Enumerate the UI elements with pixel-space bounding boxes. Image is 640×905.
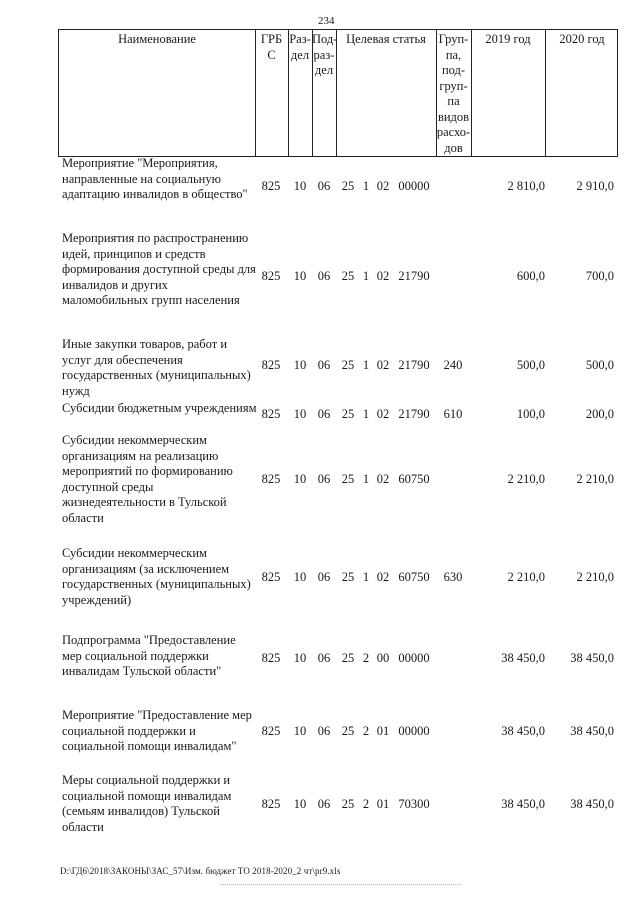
row-target-part4: 00000 <box>398 651 430 665</box>
row-name: Мероприятия по распространению идей, принципов и средств формирования доступной среды для инвалидов и других маломобильных групп населения <box>62 231 256 307</box>
row-target-part3: 00 <box>376 651 390 665</box>
row-2020: 2 210,0 <box>576 472 614 486</box>
row-2020: 38 450,0 <box>570 797 614 811</box>
row-expense-group: 630 <box>443 570 463 584</box>
row-target-part3: 02 <box>376 472 390 486</box>
row-target-part2: 1 <box>362 269 370 283</box>
row-2020: 2 910,0 <box>576 179 614 193</box>
row-name: Субсидии некоммерческим организациям на реализацию мероприятий по формированию доступной среды жизнедеятельности в Тульской области <box>62 433 233 525</box>
row-podrazdel: 06 <box>317 179 331 193</box>
row-razdel: 10 <box>293 724 307 738</box>
row-razdel: 10 <box>293 651 307 665</box>
row-grbs: 825 <box>261 358 281 372</box>
row-2020: 38 450,0 <box>570 651 614 665</box>
row-2019: 100,0 <box>516 407 545 421</box>
table-header <box>58 29 618 157</box>
row-razdel: 10 <box>293 472 307 486</box>
row-expense-group: 240 <box>443 358 463 372</box>
row-target-part1: 25 <box>341 358 355 372</box>
column-divider <box>545 30 546 156</box>
row-target-part1: 25 <box>341 407 355 421</box>
row-target-part4: 21790 <box>398 269 430 283</box>
row-podrazdel: 06 <box>317 797 331 811</box>
row-razdel: 10 <box>293 407 307 421</box>
row-2020: 700,0 <box>585 269 614 283</box>
row-target-part4: 70300 <box>398 797 430 811</box>
row-target-part1: 25 <box>341 472 355 486</box>
row-expense-group: 610 <box>443 407 463 421</box>
header-target-article: Целевая статья <box>346 32 426 46</box>
header-razdel: Раз- дел <box>289 32 311 62</box>
header-2019: 2019 год <box>485 32 531 46</box>
row-2019: 38 450,0 <box>501 651 545 665</box>
row-grbs: 825 <box>261 179 281 193</box>
row-podrazdel: 06 <box>317 407 331 421</box>
row-target-part4: 21790 <box>398 358 430 372</box>
row-podrazdel: 06 <box>317 269 331 283</box>
row-podrazdel: 06 <box>317 570 331 584</box>
row-target-part2: 2 <box>362 724 370 738</box>
row-grbs: 825 <box>261 651 281 665</box>
row-2019: 500,0 <box>516 358 545 372</box>
row-name: Мероприятие "Предоставление мер социальной поддержки и социальной помощи инвалидам" <box>62 708 252 753</box>
row-razdel: 10 <box>293 269 307 283</box>
row-name: Подпрограмма "Предоставление мер социальной поддержки инвалидам Тульской области" <box>62 633 236 678</box>
row-2019: 2 210,0 <box>507 472 545 486</box>
row-target-part2: 1 <box>362 472 370 486</box>
row-target-part2: 2 <box>362 797 370 811</box>
row-target-part4: 00000 <box>398 179 430 193</box>
column-divider <box>336 30 337 156</box>
row-target-part4: 60750 <box>398 570 430 584</box>
row-target-part1: 25 <box>341 570 355 584</box>
row-target-part4: 60750 <box>398 472 430 486</box>
row-target-part3: 02 <box>376 358 390 372</box>
page-number: 234 <box>318 15 335 27</box>
row-podrazdel: 06 <box>317 358 331 372</box>
header-grbs: ГРБ С <box>260 32 283 62</box>
row-2019: 600,0 <box>516 269 545 283</box>
row-2020: 2 210,0 <box>576 570 614 584</box>
row-name: Субсидии бюджетным учреждениям <box>62 401 257 415</box>
row-grbs: 825 <box>261 407 281 421</box>
row-podrazdel: 06 <box>317 651 331 665</box>
row-grbs: 825 <box>261 724 281 738</box>
row-2019: 2 210,0 <box>507 570 545 584</box>
file-path-footer: D:\ГД6\2018\ЗАКОНЫ\ЗАС_57\Изм. бюджет ТО 2018-2020_2 чт\pr9.xls <box>60 866 341 876</box>
header-expense-group: Груп- па, под- груп- па видов расхо- дов <box>436 32 471 155</box>
row-name: Иные закупки товаров, работ и услуг для обеспечения государственных (муниципальных) нужд <box>62 337 251 398</box>
row-target-part2: 1 <box>362 407 370 421</box>
row-razdel: 10 <box>293 797 307 811</box>
row-target-part1: 25 <box>341 269 355 283</box>
row-target-part3: 02 <box>376 269 390 283</box>
row-target-part2: 1 <box>362 358 370 372</box>
row-target-part2: 2 <box>362 651 370 665</box>
row-podrazdel: 06 <box>317 472 331 486</box>
row-name: Мероприятие "Мероприятия, направленные на социальную адаптацию инвалидов в общество" <box>62 156 248 201</box>
row-target-part4: 00000 <box>398 724 430 738</box>
row-target-part2: 1 <box>362 179 370 193</box>
row-target-part1: 25 <box>341 651 355 665</box>
scan-artifact-line <box>220 884 460 885</box>
row-target-part3: 02 <box>376 179 390 193</box>
header-podrazdel: Под- раз- дел <box>312 32 338 77</box>
row-target-part3: 02 <box>376 407 390 421</box>
header-name: Наименование <box>118 32 196 46</box>
row-target-part1: 25 <box>341 179 355 193</box>
row-2020: 500,0 <box>585 358 614 372</box>
row-grbs: 825 <box>261 472 281 486</box>
row-target-part2: 1 <box>362 570 370 584</box>
row-grbs: 825 <box>261 269 281 283</box>
row-target-part1: 25 <box>341 724 355 738</box>
row-grbs: 825 <box>261 797 281 811</box>
row-razdel: 10 <box>293 570 307 584</box>
row-2019: 38 450,0 <box>501 797 545 811</box>
row-razdel: 10 <box>293 179 307 193</box>
row-grbs: 825 <box>261 570 281 584</box>
row-target-part3: 01 <box>376 724 390 738</box>
row-target-part4: 21790 <box>398 407 430 421</box>
row-target-part1: 25 <box>341 797 355 811</box>
column-divider <box>471 30 472 156</box>
row-target-part3: 01 <box>376 797 390 811</box>
row-2019: 38 450,0 <box>501 724 545 738</box>
header-2020: 2020 год <box>559 32 605 46</box>
row-name: Меры социальной поддержки и социальной помощи инвалидам (семьям инвалидов) Тульской области <box>62 773 232 834</box>
row-razdel: 10 <box>293 358 307 372</box>
row-name: Субсидии некоммерческим организациям (за исключением государственных (муниципальных) учреждений) <box>62 546 251 607</box>
row-podrazdel: 06 <box>317 724 331 738</box>
row-2020: 200,0 <box>585 407 614 421</box>
row-2020: 38 450,0 <box>570 724 614 738</box>
row-2019: 2 810,0 <box>507 179 545 193</box>
row-target-part3: 02 <box>376 570 390 584</box>
